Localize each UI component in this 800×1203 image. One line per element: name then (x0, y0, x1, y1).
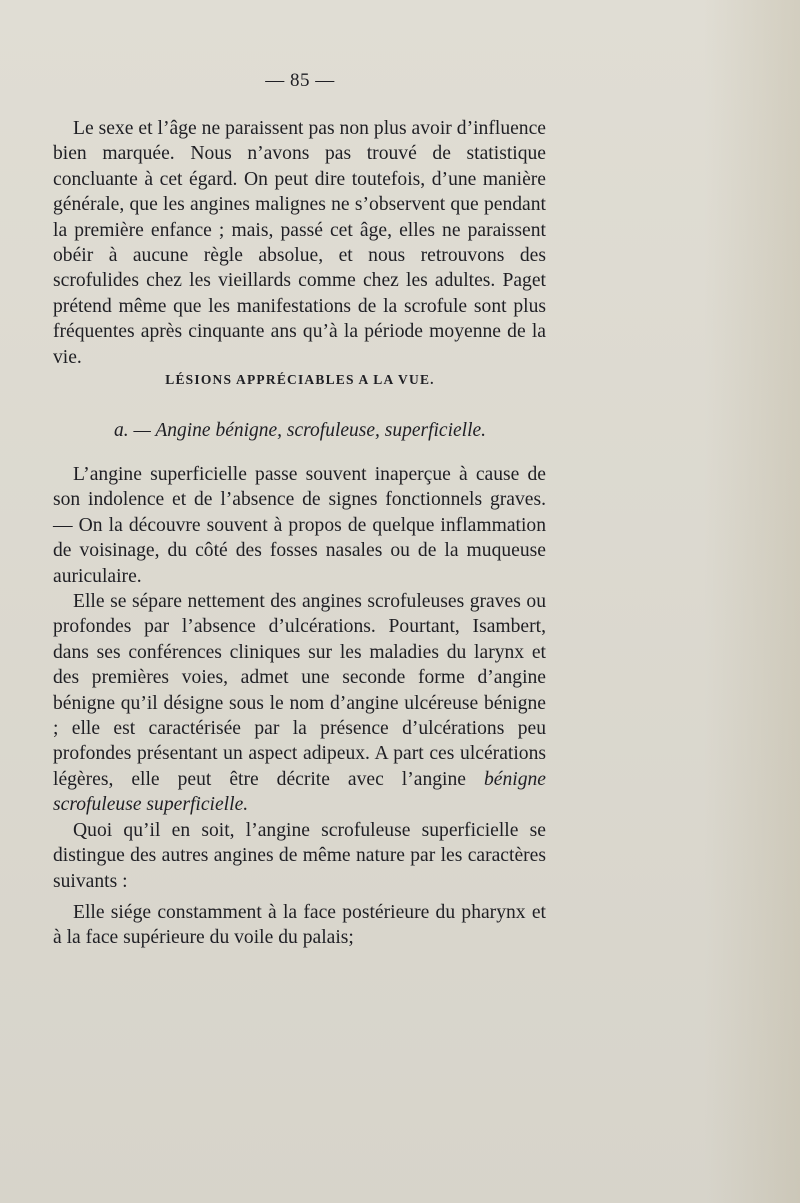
paragraph-characteristics: Quoi qu’il en soit, l’angine scrofuleuse superficielle se distingue des autres angines de même nature par les caractères suivants : (53, 819, 546, 892)
paragraph-superficial-angina: L’angine superficielle passe souvent inaperçue à cause de son indolence et de l’absence de signes fonctionnels graves. — On la découvre souvent à propos de quelque inflammation de voisinage, du côté des fosses nasales ou de la muqueuse auriculaire. (53, 464, 546, 587)
body-text-block (53, 462, 546, 951)
paragraph-ulcerations-text: Elle se sépare nettement des angines scrofuleuses graves ou profondes par l’absence d’ulcérations. Pourtant, Isambert, dans ses conférences cliniques sur les maladies du larynx et des premières voies, admet une seconde forme d’angine bénigne qu’il désigne sous le nom d’angine ulcéreuse bénigne ; elle est caractérisée par la présence d’ulcérations peu profondes présentant un aspect adipeux. A part ces ulcérations légères, elle peut être décrite avec l’angine (53, 591, 546, 790)
intro-paragraph: Le sexe et l’âge ne paraissent pas non plus avoir d’influence bien marquée. Nous n’avons pas trouvé de statistique concluante à cet égard. On peut dire toutefois, d’une manière générale, que les angines malignes ne s’observent que pendant la première enfance ; mais, passé cet âge, elles ne paraissent obéir à aucune règle absolue, et nous retrouvons des scrofulides chez les vieillards comme chez les adultes. Paget prétend même que les manifestations de la scrofule sont plus fréquentes après cinquante ans qu’à la période moyenne de la vie. (53, 118, 546, 368)
page-number: — 85 — (265, 70, 335, 91)
paragraph-ulcerations (53, 589, 546, 818)
intro-text-block (53, 116, 546, 370)
section-heading: LÉSIONS APPRÉCIABLES A LA VUE. (165, 372, 435, 387)
emphasized-phrase: bénigne scrofuleuse superficielle. (53, 768, 546, 816)
subsection-heading: a. — Angine bénigne, scrofuleuse, superficielle. (113, 420, 487, 441)
paragraph-location: Elle siége constamment à la face postérieure du pharynx et à la face supérieure du voile du palais; (53, 901, 546, 949)
